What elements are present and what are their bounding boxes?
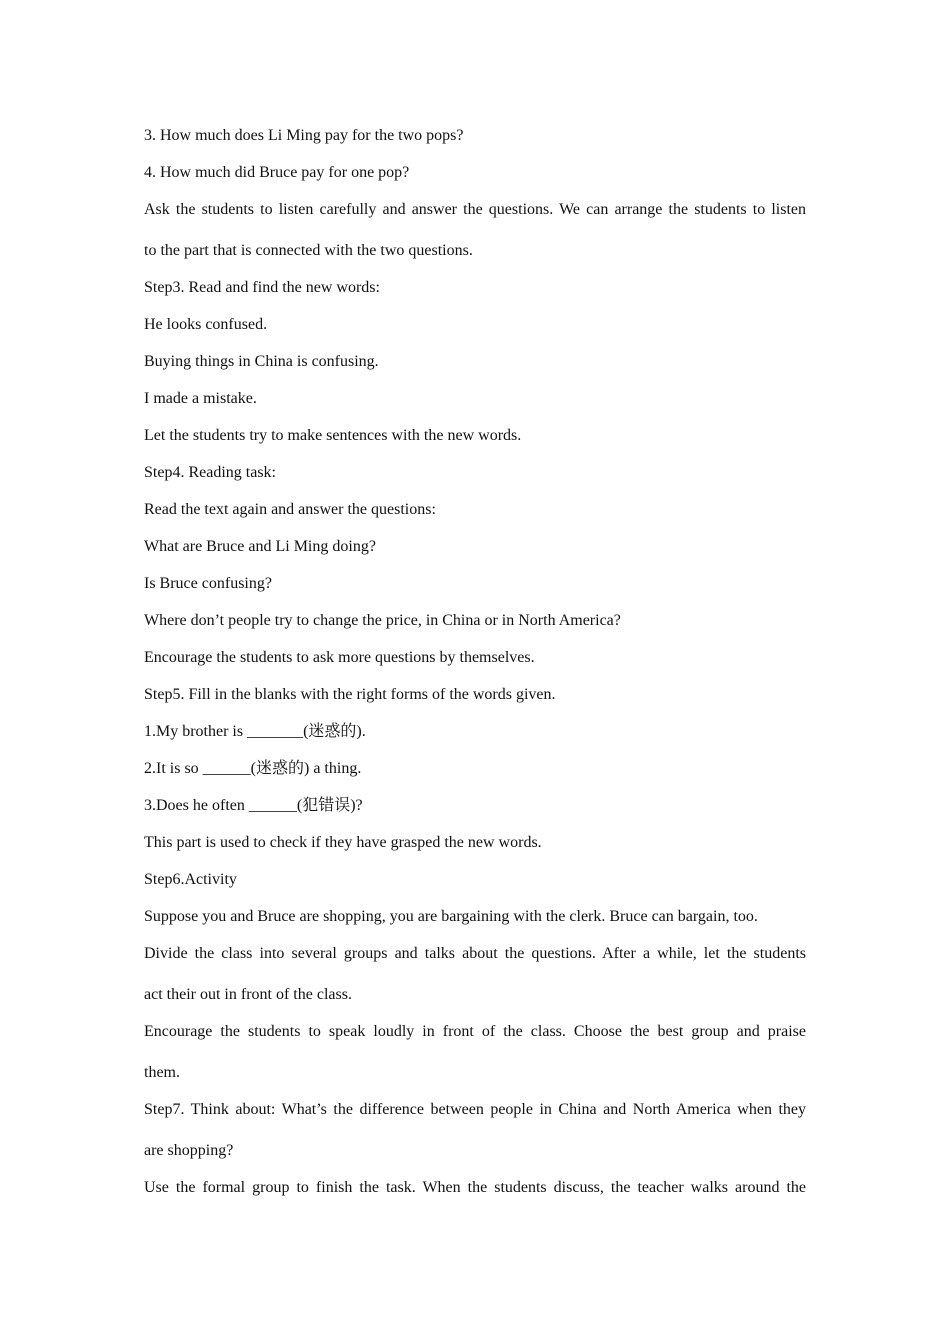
step-heading: Step4. Reading task: [144, 464, 276, 481]
text-line: Use the formal group to finish the task. When the students discuss, the teacher walks around the [144, 1179, 806, 1196]
text-line: Suppose you and Bruce are shopping, you are bargaining with the clerk. Bruce can bargain, too. [144, 908, 758, 925]
text-line: Let the students try to make sentences with the new words. [144, 427, 522, 444]
exercise-item: 3.Does he often ______(犯错误)? [144, 797, 363, 814]
text-line: Buying things in China is confusing. [144, 353, 379, 370]
text-line: He looks confused. [144, 316, 268, 333]
step-heading: Step7. Think about: What’s the difference between people in China and North America when they [144, 1101, 806, 1118]
text-line: act their out in front of the class. [144, 986, 352, 1003]
text-line: them. [144, 1064, 180, 1081]
step-heading: Step6.Activity [144, 871, 237, 888]
text-line: Ask the students to listen carefully and answer the questions. We can arrange the students to listen [144, 201, 806, 218]
text-line: Is Bruce confusing? [144, 575, 272, 592]
text-line: Encourage the students to ask more questions by themselves. [144, 649, 535, 666]
text-line: Divide the class into several groups and talks about the questions. After a while, let the students [144, 945, 806, 962]
exercise-item: 1.My brother is _______(迷惑的). [144, 723, 366, 740]
text-line: Encourage the students to speak loudly in front of the class. Choose the best group and praise [144, 1023, 806, 1040]
text-line: Where don’t people try to change the price, in China or in North America? [144, 612, 621, 629]
text-line: 3. How much does Li Ming pay for the two pops? [144, 127, 464, 144]
text-line: What are Bruce and Li Ming doing? [144, 538, 376, 555]
text-line: This part is used to check if they have grasped the new words. [144, 834, 542, 851]
step-heading: Step3. Read and find the new words: [144, 279, 380, 296]
text-line: Read the text again and answer the questions: [144, 501, 436, 518]
text-line: 4. How much did Bruce pay for one pop? [144, 164, 410, 181]
text-line: I made a mistake. [144, 390, 257, 407]
step-heading: Step5. Fill in the blanks with the right forms of the words given. [144, 686, 556, 703]
text-line: are shopping? [144, 1142, 234, 1159]
exercise-item: 2.It is so ______(迷惑的) a thing. [144, 760, 362, 777]
text-line: to the part that is connected with the two questions. [144, 242, 473, 259]
